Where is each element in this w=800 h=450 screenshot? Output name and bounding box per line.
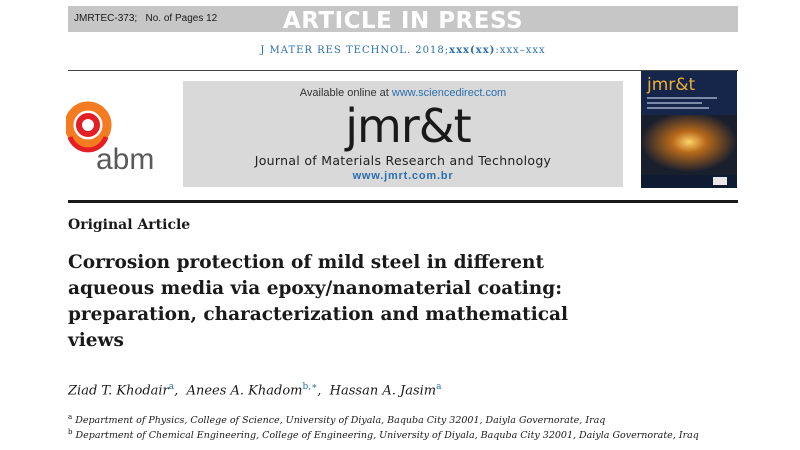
abm-logo (66, 97, 166, 177)
author-name: Ziad T. Khodair (68, 383, 169, 399)
sciencedirect-link[interactable]: www.sciencedirect.com (391, 87, 507, 99)
affiliation-text: Department of Chemical Engineering, College of Engineering, University of Diyala, Baquba City 32001, Daiyla Governorate, Iraq (75, 430, 699, 442)
available-prefix: Available online at (299, 87, 392, 99)
author-name: Hassan A. Jasim (329, 383, 437, 399)
header-divider (68, 70, 738, 71)
cover-graphic-icon (641, 115, 737, 188)
author-name: Anees A. Khadom (186, 383, 303, 399)
page-count: No. of Pages 12 (145, 13, 218, 24)
journal-year: 2018; (415, 45, 450, 56)
journal-banner (183, 81, 623, 187)
manuscript-reference (74, 13, 217, 24)
affiliation (68, 413, 605, 426)
abm-ring-icon (66, 97, 166, 177)
journal-abbrev: J MATER RES TECHNOL. (260, 45, 412, 56)
journal-cover-image (641, 71, 737, 188)
manuscript-id: JMRTEC-373; (74, 13, 138, 24)
author-affiliation-link[interactable]: b,∗ (302, 382, 318, 392)
author-list: Ziad T. Khodair$^a$, Anees A. Khadom$^{b,∗}$, Hassan A. Jasim$^a$ (68, 382, 442, 399)
author-affiliation-link[interactable]: a (436, 382, 442, 392)
abm-logo-text: abm (96, 143, 155, 176)
author-affiliation-link[interactable]: a (168, 382, 175, 392)
affiliation-text: Department of Physics, College of Science, University of Diyala, Baquba City 32001, Daiyla Governorate, Iraq (75, 415, 606, 427)
affiliation-marker: a (68, 413, 73, 421)
article-in-press-label: ARTICLE IN PRESS (282, 8, 524, 34)
journal-website-link[interactable]: www.jmrt.com.br (352, 170, 454, 182)
affiliation-marker: b (68, 428, 73, 436)
journal-citation-line (68, 45, 738, 56)
journal-volume: xxx(xx) (449, 45, 496, 56)
article-title: Corrosion protection of mild steel in different aqueous media via epoxy/nanomaterial coating: preparation, characterization and mathematical views (68, 252, 568, 351)
journal-brand: jmr&t (345, 99, 471, 153)
banner-divider (68, 200, 738, 203)
cover-text-lines (647, 97, 727, 112)
journal-pages: :xxx–xxx (495, 45, 546, 56)
cover-brand: jmr&t (647, 75, 696, 95)
available-online-text (183, 87, 623, 99)
journal-full-name: Journal of Materials Research and Technology (254, 153, 552, 168)
affiliation (68, 428, 699, 441)
article-type: Original Article (68, 217, 191, 233)
